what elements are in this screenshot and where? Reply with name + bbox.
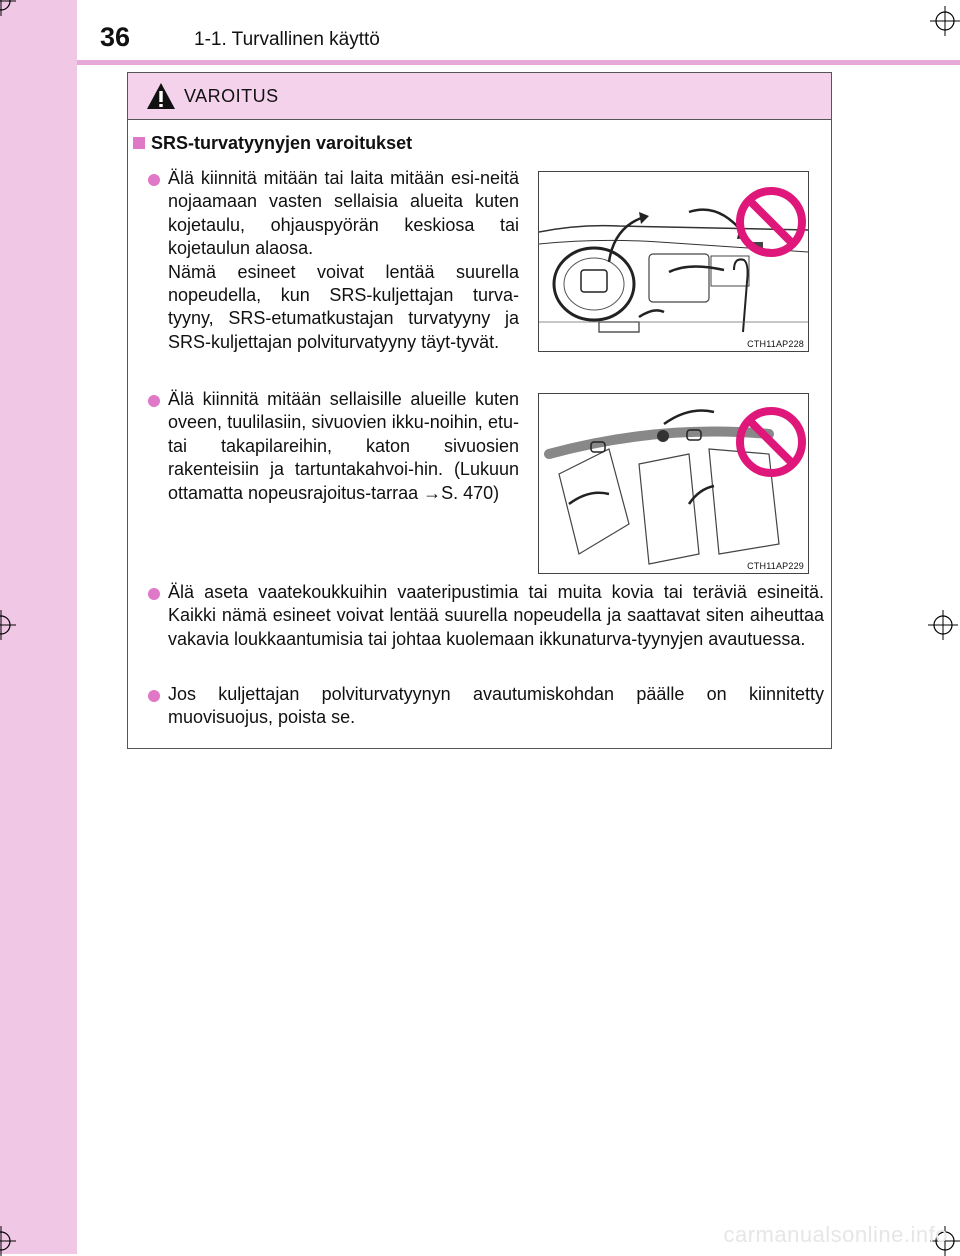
page-number: 36: [100, 22, 131, 52]
warning-heading-text: SRS-turvatyynyjen varoitukset: [151, 133, 413, 153]
figure-interior: [538, 393, 809, 574]
warning-box: [127, 72, 832, 749]
registration-mark-icon: [928, 610, 958, 640]
warning-item-4-text: Jos kuljettajan polviturvatyynyn avautumiskohdan päälle on kiinnitetty muovisuojus, poista se.: [168, 684, 824, 728]
bullet-dot-icon: [148, 174, 160, 186]
bullet-dot-icon: [148, 395, 160, 407]
registration-mark-icon: [930, 6, 960, 36]
warning-item-4: [168, 683, 824, 730]
warning-heading: [133, 133, 412, 154]
warning-header: [128, 73, 831, 120]
section-title: 1-1. Turvallinen käyttö: [194, 29, 380, 50]
warning-item-2-text: Älä kiinnitä mitään sellaisille alueille kuten oveen, tuulilasiin, sivuovien ikku-noihin, etu- tai takapilareihin, katon sivuosien rakenteisiin ja tartuntakahvoi-hin. (Lukuun ottamatta nopeusrajoitus-tarraa →S. 470): [168, 389, 519, 503]
prohibition-icon: [740, 411, 802, 473]
prohibition-icon: [740, 191, 802, 253]
registration-mark-icon: [0, 1226, 16, 1256]
bullet-dot-icon: [148, 588, 160, 600]
warning-item-1-text: Älä kiinnitä mitään tai laita mitään esi-neitä nojaamaan vasten sellaisia alueita kuten kojetaulu, ohjauspyörän keskiosa tai kojetaulun alaosa.: [168, 168, 519, 259]
figure-code: CTH11AP229: [747, 561, 804, 571]
registration-mark-icon: [0, 0, 16, 16]
header-rule: [77, 60, 960, 65]
registration-mark-icon: [0, 610, 16, 640]
warning-triangle-icon: [146, 82, 176, 110]
warning-item-1-extra: Nämä esineet voivat lentää suurella nopeudella, kun SRS-kuljettajan turva-tyyny, SRS-etumatkustajan turvatyyny ja SRS-kuljettajan polviturvatyyny täyt-tyvät.: [168, 261, 519, 352]
figure-dashboard: [538, 171, 809, 352]
bullet-dot-icon: [148, 690, 160, 702]
warning-title: VAROITUS: [184, 86, 279, 106]
warning-item-3-text: Älä aseta vaatekoukkuihin vaateripustimia tai muita kovia tai teräviä esineitä. Kaikki nämä esineet voivat lentää suurella nopeudella ja saattavat siten aiheuttaa vakavia loukkaantumisia tai johtaa kuolemaan ikkunaturva-tyynyjen avautuessa.: [168, 582, 824, 649]
warning-item-3: [168, 581, 824, 651]
warning-item-2: [168, 388, 519, 505]
warning-item-1: [168, 167, 519, 354]
watermark: carmanualsonline.info: [723, 1222, 948, 1247]
square-bullet-icon: [133, 137, 145, 149]
figure-code: CTH11AP228: [747, 339, 804, 349]
